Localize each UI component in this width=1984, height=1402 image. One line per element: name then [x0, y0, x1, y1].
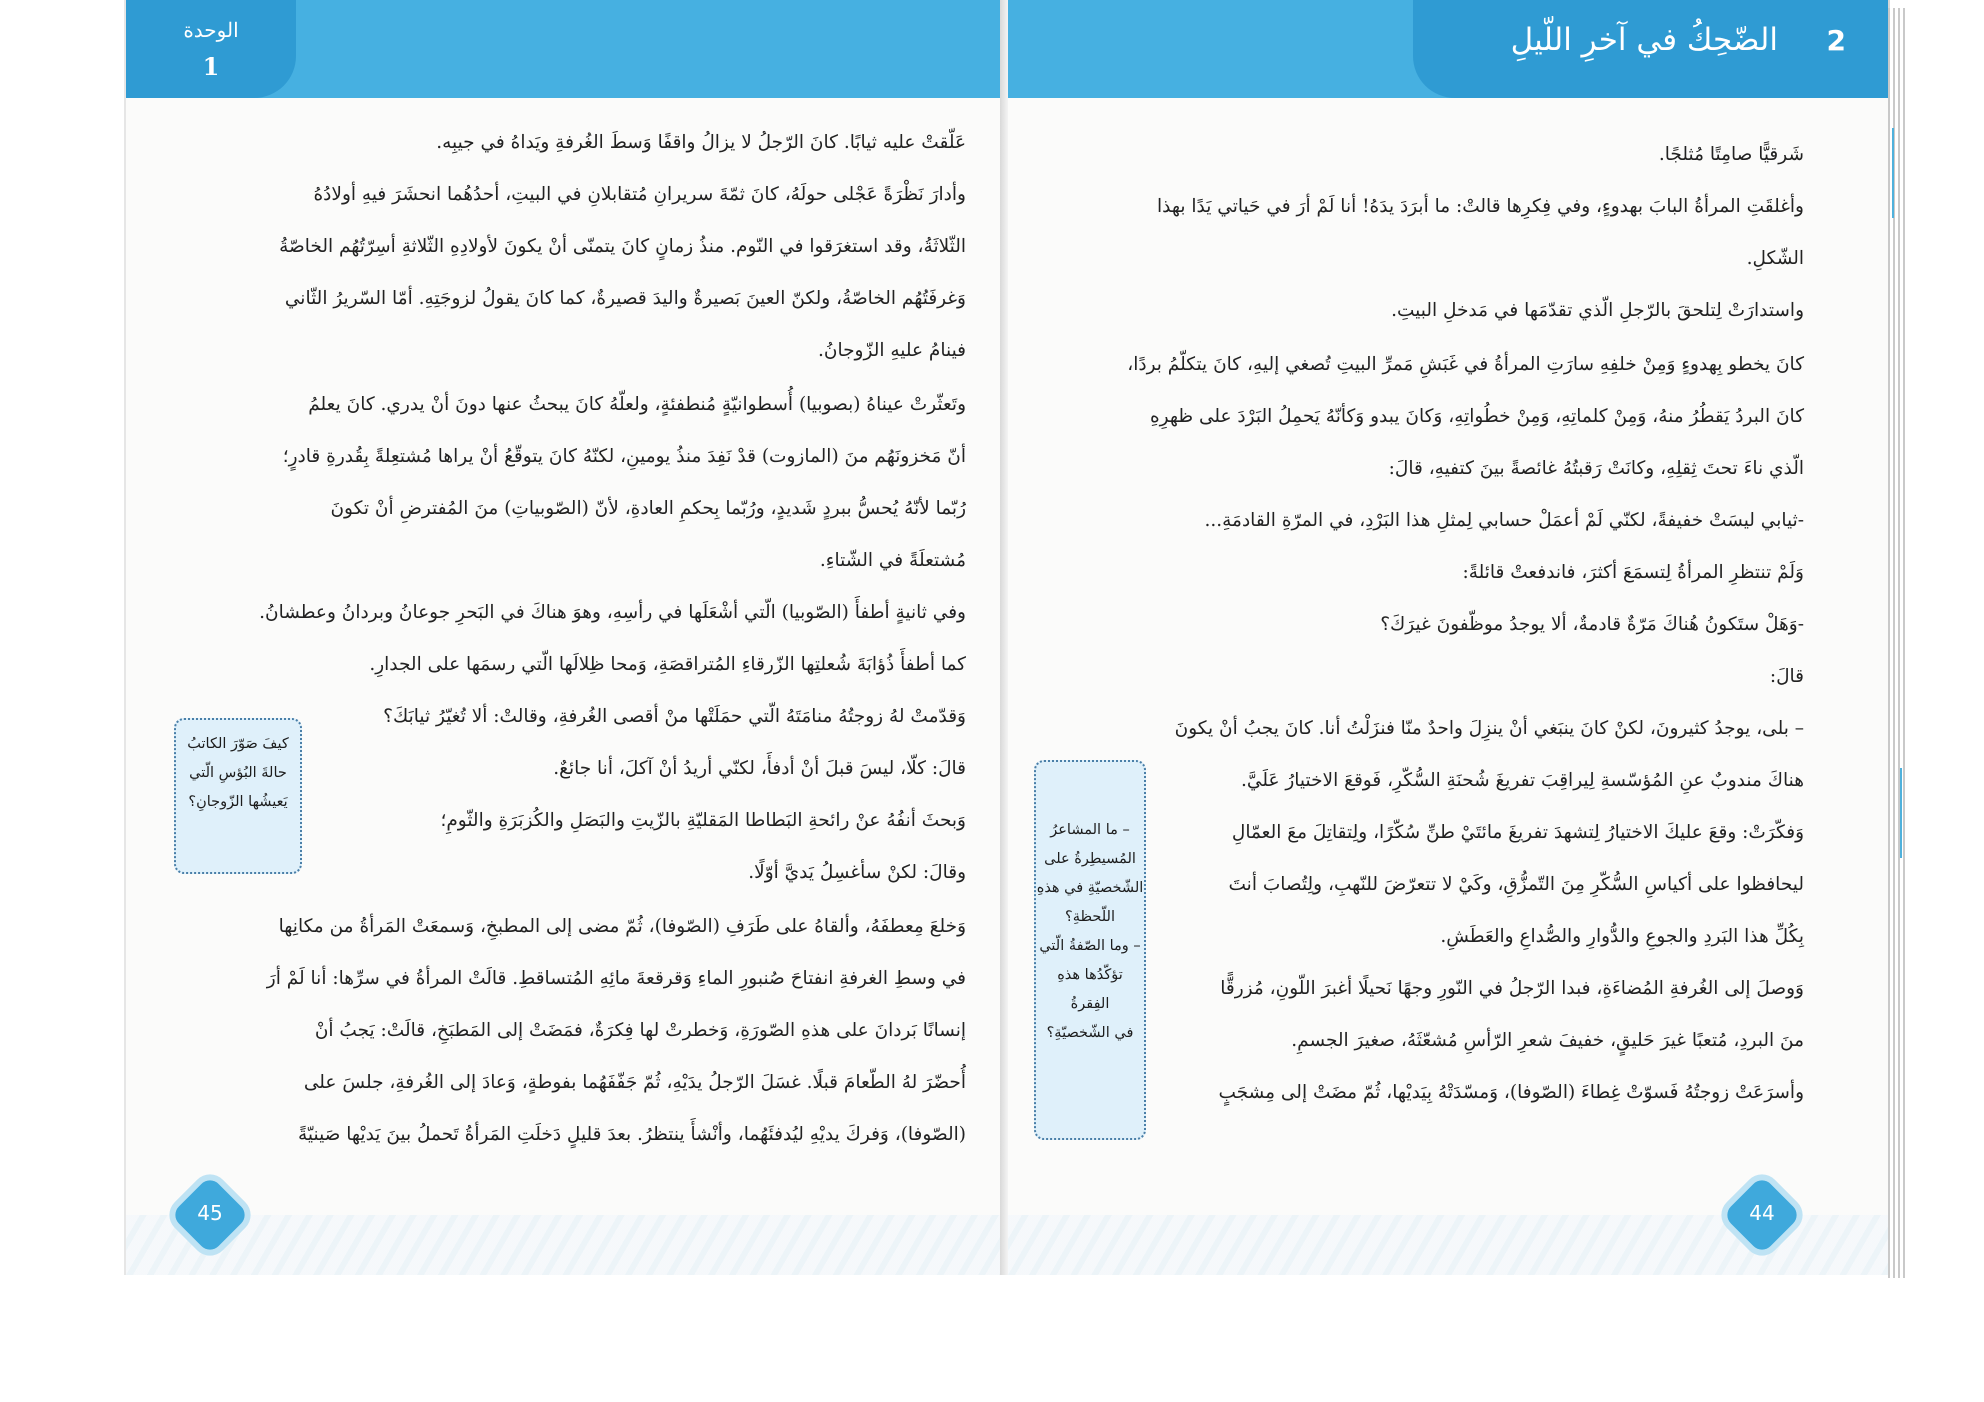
text-line: وَغرفَتُهُم الخاصّةُ، ولكنّ العينَ بَصيرةٌ واليدَ قصيرةٌ، كما كانَ يقولُ لزوجَتِهِ. أمّا السّريرُ الثّاني: [284, 288, 966, 309]
unit-label: الوحدة: [183, 18, 239, 42]
text-line: (الصّوفا)، وَفركَ يديْهِ ليُدفئَهُما، وأنْشأَ ينتظرُ. بعدَ قليلٍ دَخلَتِ المَرأةُ تَحملُ بينَ يَديْها صَينيّةً: [298, 1124, 966, 1145]
text-line: هناكَ مندوبٌ عنِ المُؤسّسةِ لِيراقِبَ تفريغَ شُحنَةِ السُّكّرِ، فَوقعَ الاختيارُ عَلَيَّ.: [1241, 770, 1804, 791]
text-line: وَفكّرَتْ: وقعَ عليكَ الاختيارُ لِتشهدَ تفريغَ مائتَيْ طنِّ سُكّرًا، ولِتقاتِلَ معَ العمّالِ: [1231, 822, 1804, 843]
text-line: عَلّقتْ عليه ثيابًا. كانَ الرّجلُ لا يزالُ واقفًا وَسطَ الغُرفةِ ويَداهُ في جيبِه.: [436, 132, 966, 153]
text-line: الّذي ناءَ تحتَ ثِقلِهِ، وكانَتْ رَقبتُهُ غائصةً بينَ كتفيهِ، قالَ:: [1388, 458, 1804, 479]
text-line: وَخلعَ مِعطفَهُ، وألقاهُ على طَرَفِ (الصّوفا)، ثُمّ مضى إلى المطبخِ، وَسمعَتْ المَرأةُ من مكانِها: [278, 916, 966, 937]
text-line: أُحضّرَ لهُ الطّعامَ قبلًا. غسَلَ الرّجلُ يدَيْهِ، ثُمّ جَفّفَهُما بفوطةٍ، وَعادَ إلى الغُرفةِ، جلسَ على: [303, 1072, 966, 1093]
text-line: -ثيابي ليسَتْ خفيفةً، لكنّي لَمْ أعمَلْ حسابي لِمثلِ هذا البَرْدِ، في المرّةِ القادمَةِ...: [1204, 510, 1804, 531]
text-line: قالَ: كلّا، ليسَ قبلَ أنْ أدفأَ، لكنّي أريدُ أنْ آكلَ، أنا جائعٌ.: [553, 758, 966, 779]
text-line: قالَ:: [1769, 666, 1804, 687]
sidebox-line: اللّحظةِ؟: [1065, 909, 1115, 925]
text-line: أنّ مَخزونَهُم منَ (المازوت) قدْ نَفِدَ منذُ يومينِ، لكنّهُ كانَ يتوقّعُ أنْ يراها مُشتعِلةً بِقُدرةِ قادرٍ؛: [282, 446, 966, 467]
text-line: كانَ يخطو بِهدوءٍ وَمِنْ خلفِهِ سارَتِ المرأةُ في غَبَشِ مَمرِّ البيتِ تُصغي إليهِ، كانَ يتكلّمُ بردًا،: [1127, 354, 1804, 375]
text-line: مُشتعلَةً في الشّتاءِ.: [819, 550, 966, 571]
text-line: فينامُ عليهِ الزّوجانُ.: [818, 340, 966, 361]
left-page: [126, 0, 1006, 1275]
lesson-tab: [1413, 0, 1888, 98]
left-body-text: [206, 128, 966, 1178]
text-line: وتَعثّرتْ عيناهُ (بصوبيا) أُسطوانيّةٍ مُنطفئةٍ، ولعلّهُ كانَ يبحثُ عنها دونَ أنْ يدري. كانَ يعلمُ: [308, 394, 966, 415]
text-line: رُبّما لأنّهُ يُحسُّ ببردٍ شَديدٍ، ورُبّما بِحكمِ العادةِ، لأنّ (الصّوبياتِ) منَ المُفترضِ أنْ تكونَ: [330, 498, 966, 519]
text-line: وَوصلَ إلى الغُرفةِ المُضاءَةِ، فبدا الرّجلُ في النّورِ وجهًا نَحيلًا أغبرَ اللّونِ، مُزرقًّا: [1220, 978, 1804, 999]
text-line: كما أطفأَ ذُؤابَةَ شُعلتِها الزّرقاءِ المُتراقصَةِ، وَمحا ظِلالَها الّتي رسمَها على الجدارِ.: [369, 654, 966, 675]
sidebox-line: – وما الصّفةُ الّتي: [1039, 938, 1141, 954]
lesson-title: الضّحِكُ في آخرِ اللّيلِ: [1510, 22, 1778, 58]
sidebox-line: – ما المشاعرُ: [1050, 822, 1130, 838]
page-number-text: 44: [1749, 1201, 1775, 1225]
text-line: كانَ البردُ يَقطُرُ منهُ، وَمِنْ كلماتِهِ، وَمِنْ خطُواتِهِ، وَكانَ يبدو وَكأنّهُ يَحمِلُ البَرْدَ على ظهرِهِ: [1149, 406, 1804, 427]
left-page-number: [178, 1183, 242, 1247]
text-line: إنسانًا بَردانَ على هذهِ الصّورَةِ، وَخطرتْ لها فِكرَةٌ، فمَضَتْ إلى المَطبَخِ، قالَتْ: يَجبُ أنْ: [314, 1020, 966, 1041]
sidebox-line: تؤكّدُها هذهِ الفِقرةُ: [1057, 967, 1123, 1012]
text-line: واستدارَتْ لِتلحقَ بالرّجلِ الّذي تقدّمَها في مَدخلِ البيتِ.: [1391, 300, 1804, 321]
sidebox-line: المُسيطِرةُ على: [1044, 851, 1136, 867]
left-sidebox-question: [174, 718, 302, 874]
page-edges: [1888, 8, 1918, 1278]
text-line: -وَهَلْ ستَكونُ هُناكَ مَرّةٌ قادمةٌ، ألا يوجدُ موظّفونَ غيرَكَ؟: [1380, 614, 1804, 635]
text-line: وأدارَ نَظْرَةً عَجْلى حولَهُ، كانَ ثمّةَ سريرانِ مُتقابلانِ في البيتِ، أحدُهُما انحشَرَ فيهِ أولادُهُ: [313, 184, 966, 205]
page-number-text: 45: [197, 1201, 223, 1225]
text-line: الثّلاثَةُ، وقد استغرَقوا في النّوم. منذُ زمانٍ كانَ يتمنّى أنْ يكونَ لأولادِهِ الثّلاثةِ أسِرّتُهُم الخاصّةُ: [279, 236, 966, 257]
text-line: ليحافظوا على أكياسِ السُّكّرِ مِنَ التّمزُّقِ، وكَيْ لا تتعرّضَ للنّهبِ، ولِتُصابَ أنتَ: [1228, 874, 1804, 895]
text-line: في وسطِ الغرفةِ انفتاحَ صُنبورِ الماءِ وَقرقعةَ مائِهِ المُتساقطِ. قالَتْ المرأةُ في سرِّها: أنا لَمْ أرَ: [266, 968, 966, 989]
sidebox-line: في الشّخصيّةِ؟: [1046, 1025, 1134, 1041]
text-line: بِكُلِّ هذا البَردِ والجوعِ والدُّوارِ والصُّداعِ والعَطَشِ.: [1440, 926, 1804, 947]
unit-tab: [126, 0, 296, 98]
sidebox-line: كيفَ صَوّرَ الكاتبُ: [187, 736, 289, 752]
left-bottom-decoration: [126, 1215, 1006, 1275]
sidebox-line: حالةَ البُؤسِ الّتي: [189, 765, 287, 781]
lesson-number: 2: [1826, 24, 1846, 57]
text-line: وقالَ: لكنْ سأغسِلُ يَديَّ أوّلًا.: [748, 862, 966, 883]
text-line: وَقدّمتْ لهُ زوجتُهُ منامَتَهُ الّتي حمَلَتْها منْ أقصى الغُرفةِ، وقالتْ: ألا تُغيّرُ ثيابَكَ؟: [383, 706, 966, 727]
text-line: وأسرَعَتْ زوجتُهُ فَسوّتْ غِطاءَ (الصّوفا)، وَمسّدَتْهُ بِيَديْها، ثُمّ مضَتْ إلى مِشجَبٍ: [1218, 1082, 1804, 1103]
right-page-number: [1730, 1183, 1794, 1247]
text-line: وأغلقَتِ المرأةُ البابَ بهدوءٍ، وفي فِكرِها قالتْ: ما أبرَدَ يدَهُ! أنا لَمْ أرَ في حَياتي يَدًا بهذا: [1156, 196, 1804, 217]
sidebox-line: يَعيشُها الزّوجانِ؟: [188, 794, 288, 810]
text-line: وَبحثَ أنفُهُ عنْ رائحةِ البَطاطا المَقليّةِ بالزّيتِ والبَصَلِ والكُزبَرَةِ والثّومِ؛: [440, 810, 966, 831]
text-line: منَ البردِ، مُتعبًا غيرَ حَليقٍ، خفيفَ شعرِ الرّأسِ مُشعّثَهُ، صغيرَ الجسمِ.: [1291, 1030, 1804, 1051]
sidebox-line: الشّخصيّةِ في هذهِ: [1036, 880, 1144, 896]
right-body-text: [1048, 140, 1804, 1140]
right-page: [1008, 0, 1888, 1275]
text-line: وَلَمْ تنتظرِ المرأةُ لِتسمَعَ أكثرَ، فاندفعتْ قائلةً:: [1462, 562, 1804, 583]
text-line: وفي ثانيةٍ أطفأَ (الصّوبيا) الّتي أشْعَلَها في رأسِهِ، وهوَ هناكَ في البَحرِ جوعانُ وبردانُ وعطشانُ.: [259, 602, 966, 623]
unit-number: 1: [202, 52, 220, 81]
text-line: الشّكلِ.: [1746, 248, 1804, 269]
right-sidebox-question: [1034, 760, 1146, 1140]
text-line: شَرقيًّا صامِتًا مُثلجًا.: [1658, 144, 1804, 165]
text-line: – بلى، يوجدُ كثيرونَ، لكنْ كانَ ينبَغي أنْ ينزِلَ واحدٌ منّا فنزَلْتُ أنا. كانَ يجبُ أنْ يكونَ: [1174, 718, 1804, 739]
